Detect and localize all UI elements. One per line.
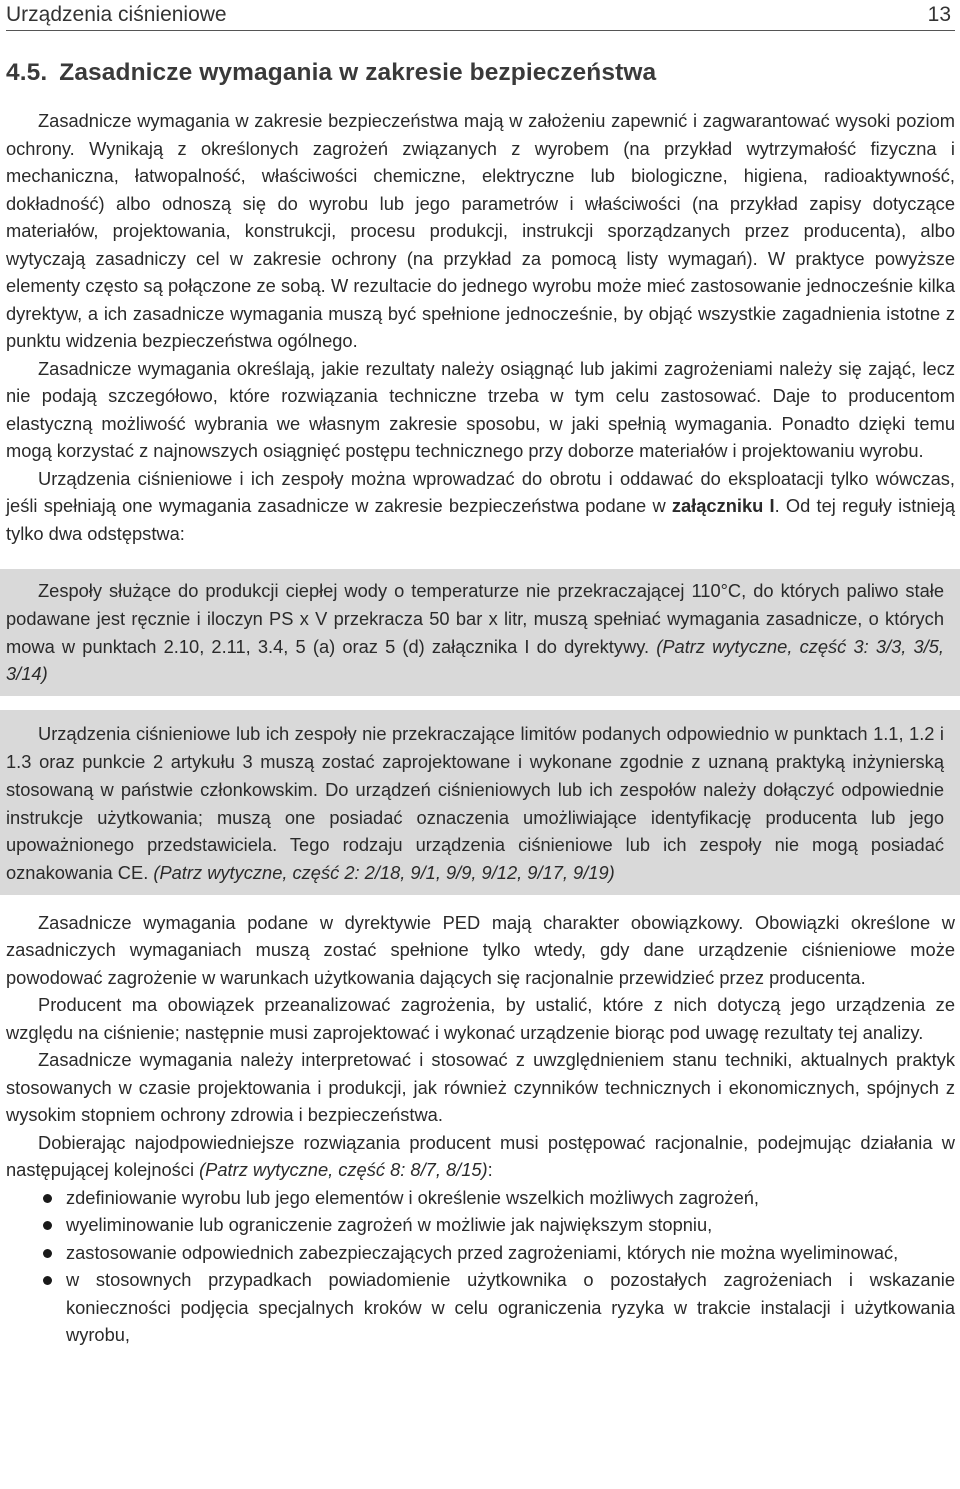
paragraph-hazard-analysis: Producent ma obowiązek przeanalizować zagrożenia, by ustalić, które z nich dotyczą jego urządzenia ze względu na ciśnienie; następnie musi zaprojektować i wykonać urządzenie biorąc pod uwagę rezultaty tej analizy. bbox=[6, 994, 955, 1043]
solution-order-text: Dobierając najodpowiedniejsze rozwiązania producent musi postępować racjonalnie, podejmując działania w następującej kolejności bbox=[6, 1131, 955, 1181]
exception-1-ref-label: (Patrz wytyczne bbox=[656, 635, 788, 657]
paragraph-exceptions-tail: . Od tej reguły istnieją tylko dwa odstępstwa: bbox=[6, 495, 955, 544]
exception-box-hot-water bbox=[0, 569, 960, 696]
exception-2-body: Urządzenia ciśnieniowe lub ich zespoły nie przekraczające limitów podanych odpowiednio w punktach 1.1, 1.2 i 1.3 oraz punkcie 2 artykułu 3 muszą zostać zaprojektowane i wykonane zgodnie z uznaną praktyką inżynierską stosowaną w państwie członkowskim. Do urządzeń ciśnieniowych lub ich zespołów należy dołączyć odpowiednie instrukcje użytkowania; muszą one posiadać oznaczenia umożliwiające identyfikację producenta lub jego upoważnionego przedstawiciela. Tego rodzaju urządzenia ciśnieniowe lub ich zespoły nie mogą posiadać oznakowania CE. bbox=[6, 723, 944, 884]
paragraph-intro: Zasadnicze wymagania w zakresie bezpieczeństwa mają w założeniu zapewnić i zagwarantować wysoki poziom ochrony. Wynikają z określonych zagrożeń związanych z wyrobem (na przykład wytrzymałość fizyczna i mechaniczna, łatwopalność, właściwości chemiczne, elektryczne lub biologiczne, higiena, radioaktywność, dokładność) albo odnoszą się do wyrobu lub jego parametrów i właściwości (na przykład zapisy dotyczące materiałów, projektowania, konstrukcji, procesu produkcji, instrukcji sporządzanych przez producenta), albo wytyczają zasadniczy cel w zakresie ochrony (na przykład za pomocą listy wymagań). W praktyce powyższe elementy często są połączone ze sobą. W rezultacie do jednego wyrobu może mieć zastosowanie jednocześnie kilka dyrektyw, a ich zasadnicze wymagania muszą być spełnione jednocześnie, by objąć wszystkie zagadnienia istotne z punktu widzenia bezpieczeństwa ogólnego. bbox=[6, 110, 955, 351]
list-item bbox=[6, 1239, 955, 1267]
paragraph-solution-order bbox=[6, 1129, 955, 1184]
paragraph-exceptions-intro bbox=[6, 465, 955, 548]
exception-box-below-limits bbox=[0, 710, 960, 895]
bullet-icon bbox=[43, 1249, 52, 1258]
bullet-icon bbox=[43, 1194, 52, 1203]
list-item bbox=[6, 1266, 955, 1349]
list-item-text: w stosownych przypadkach powiadomienie użytkownika o pozostałych zagrożeniach i wskazanie konieczności podjęcia specjalnych kroków w celu ograniczenia ryzyka w trakcie instalacji i użytkowania wyrobu, bbox=[66, 1269, 955, 1346]
lower-section bbox=[6, 909, 955, 1349]
paragraph-requirements-results: Zasadnicze wymagania określają, jakie rezultaty należy osiągnąć lub jakimi zagrożeniami należy się zająć, lecz nie podają szczegółowo, które rozwiązania techniczne trzeba w tym celu zastosować. Daje to producentom elastyczną możliwość wybrania we własnym zakresie sposobu, w jaki spełnią wymagania. Ponadto dzięki temu mogą korzystać z najnowszych osiągnięć postępu technicznego przy doborze materiałów i projektowaniu wyrobu. bbox=[6, 357, 955, 461]
running-header bbox=[6, 0, 955, 31]
list-item bbox=[6, 1211, 955, 1239]
section-title: Zasadnicze wymagania w zakresie bezpieczeństwa bbox=[59, 59, 657, 86]
solution-order-ref: (Patrz wytyczne, część 8: 8/7, 8/15) bbox=[199, 1159, 488, 1181]
exception-2-ref: (Patrz wytyczne, część 2: 2/18, 9/1, 9/9, 9/12, 9/17, 9/19) bbox=[153, 862, 615, 884]
exception-box-1-text bbox=[6, 577, 944, 688]
bullet-list bbox=[6, 1184, 955, 1349]
exception-box-2-text bbox=[6, 720, 944, 887]
bullet-icon bbox=[43, 1221, 52, 1230]
section-number: 4.5. bbox=[6, 59, 48, 86]
section-heading bbox=[6, 59, 955, 87]
header-title: Urządzenia ciśnieniowe bbox=[6, 3, 227, 26]
annex-reference: załączniku I bbox=[671, 495, 775, 516]
list-item-text: zdefiniowanie wyrobu lub jego elementów i określenie wszelkich możliwych zagrożeń, bbox=[66, 1186, 759, 1208]
solution-order-colon: : bbox=[487, 1159, 493, 1181]
list-item-text: zastosowanie odpowiednich zabezpieczających przed zagrożeniami, których nie można wyeliminować, bbox=[66, 1241, 899, 1263]
exception-1-body: Zespoły służące do produkcji ciepłej wody o temperaturze nie przekraczającej 110°C, do których paliwo stałe podawane jest ręcznie i iloczyn PS x V przekracza 50 bar x litr, muszą spełniać wymagania zasadnicze, o których mowa w punktach 2.10, 2.11, 3.4, 5 (a) oraz 5 (d) załącznika I do dyrektywy. bbox=[6, 580, 944, 657]
paragraph-exceptions-text: Urządzenia ciśnieniowe i ich zespoły można wprowadzać do obrotu i oddawać do eksploatacji tylko wówczas, jeśli spełniają one wymagania zasadnicze w zakresie bezpieczeństwa podane w bbox=[6, 467, 955, 516]
list-item-text: wyeliminowanie lub ograniczenie zagrożeń w możliwie jak największym stopniu, bbox=[66, 1214, 713, 1236]
exception-1-ref-rest: , część 3: 3/3, 3/5, 3/14) bbox=[6, 635, 944, 685]
bullet-icon bbox=[43, 1276, 52, 1285]
list-item bbox=[6, 1184, 955, 1212]
paragraph-mandatory: Zasadnicze wymagania podane w dyrektywie PED mają charakter obowiązkowy. Obowiązki określone w zasadniczych wymaganiach muszą zostać spełnione tylko wtedy, gdy dane urządzenie ciśnieniowe może powodować zagrożenie w warunkach użytkowania dających się racjonalnie przewidzieć przez producenta. bbox=[6, 911, 955, 988]
page-number: 13 bbox=[927, 3, 951, 26]
paragraph-interpretation: Zasadnicze wymagania należy interpretować i stosować z uwzględnieniem stanu techniki, aktualnych praktyk stosowanych w czasie projektowania i produkcji, jak również czynników technicznych i ekonomicznych, spójnych z wysokim stopniem ochrony zdrowia i bezpieczeństwa. bbox=[6, 1049, 955, 1126]
